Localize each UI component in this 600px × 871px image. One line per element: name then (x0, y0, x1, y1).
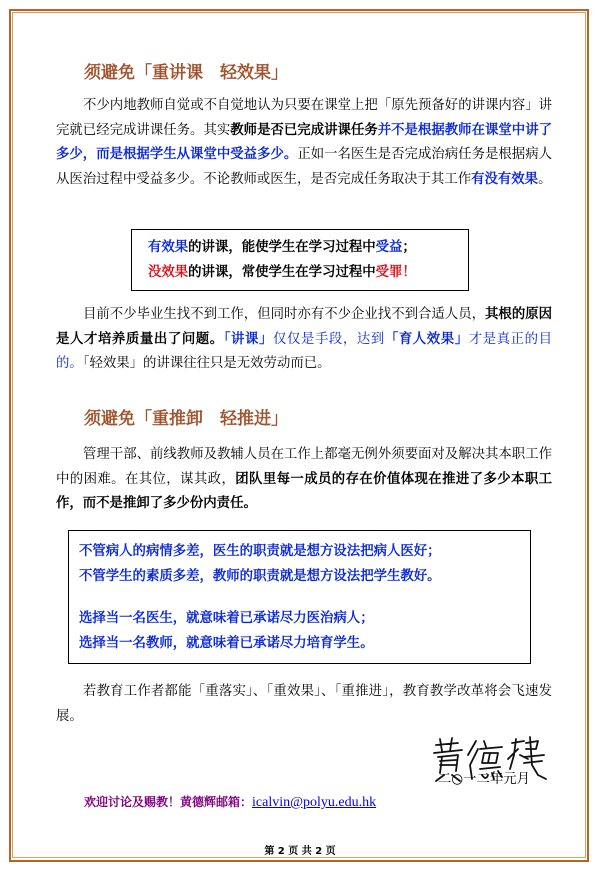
text-run: 不少内地教师自觉或不自觉地认为只要在课堂上把「原先预备好的讲课内容」讲完就已经完成讲课任务。其实 (56, 98, 552, 138)
email-link[interactable]: icalvin@polyu.edu.hk (252, 795, 377, 810)
text-run: 才是真正的目的。 (56, 331, 553, 372)
text-run: 并不是根据教师在课堂中讲了多少，而是根据学生从课堂中受益多少。 (56, 122, 553, 163)
footer-text: 欢迎讨论及赐教！黄德辉邮箱： (84, 795, 253, 809)
section1-paragraph1 (56, 94, 552, 192)
text-run: 管理干部、前线教师及教辅人员在工作上都毫无例外须要面对及解决其本职工作中的困难。在其位，谋其政， (56, 447, 552, 487)
text-run: 目前不少毕业生找不到工作，但同时亦有不少企业找不到合适人员， (83, 307, 486, 322)
text-run: 没效果 (148, 265, 189, 280)
text-run: ； (402, 240, 416, 255)
text-run: 的讲课，常使学生在学习过程中 (188, 265, 376, 280)
duty-line: 选择当一名教师，就意味着已承诺尽力培育学生。 (79, 636, 374, 651)
text-run: 团队里每一成员的存在价值体现在推进了多少本职工作，而不是推卸了多少份内责任。 (56, 471, 553, 512)
duty-line: 不管病人的病情多差，医生的职责就是想方设法把病人医好； (79, 544, 441, 559)
text-run: 其根的原因是人才培养质量出了问题。 (56, 307, 553, 347)
text-run: 「讲课」 (223, 331, 273, 347)
section1-title: 须避免「重讲课 轻效果」 (84, 63, 288, 83)
text-run: 教师是否已完成讲课任务 (230, 122, 378, 138)
text-run: 「育人效果」 (384, 331, 469, 347)
text-run: 「轻效果」的讲课往往只是无效劳动而已。 (82, 356, 331, 372)
text-run: 受罪 (375, 265, 403, 280)
text-run: 受益 (375, 240, 403, 255)
page-number: 第 2 页 共 2 页 (264, 846, 336, 857)
callout-spacer (79, 589, 530, 606)
text-run: 有效果 (148, 240, 189, 255)
duty-line: 不管学生的素质多差，教师的职责就是想方设法把学生教好。 (79, 569, 441, 584)
text-run: 正如一名医生是否完成治病任务是根据病人从医治过程中受益多少。不论教师或医生，是否完成任务取决于其工作 (56, 147, 553, 187)
text-run: 仅仅是手段，达到 (273, 331, 385, 347)
callout-line-effective (148, 235, 468, 260)
section1-paragraph2 (56, 303, 552, 377)
text-run: 有没有效果 (471, 171, 539, 187)
section2-title: 须避免「重推卸 轻推进」 (84, 409, 288, 429)
duty-callout-box (68, 530, 531, 664)
footer-contact (84, 793, 376, 811)
text-run: ！ (402, 265, 416, 280)
section2-paragraph1 (56, 443, 552, 517)
duty-line: 选择当一名医生，就意味着已承诺尽力医治病人； (79, 611, 374, 626)
section2-paragraph2: 若教育工作者都能「重落实」、「重效果」、「重推进」，教育教学改革将会飞速发展。 (56, 684, 552, 724)
text-run: 的讲课，能使学生在学习过程中 (188, 240, 376, 255)
text-run: 。 (538, 171, 552, 187)
effect-callout-box (131, 229, 469, 291)
callout-line-ineffective (148, 260, 468, 285)
signature-date: 二○一二年元月 (438, 772, 531, 787)
